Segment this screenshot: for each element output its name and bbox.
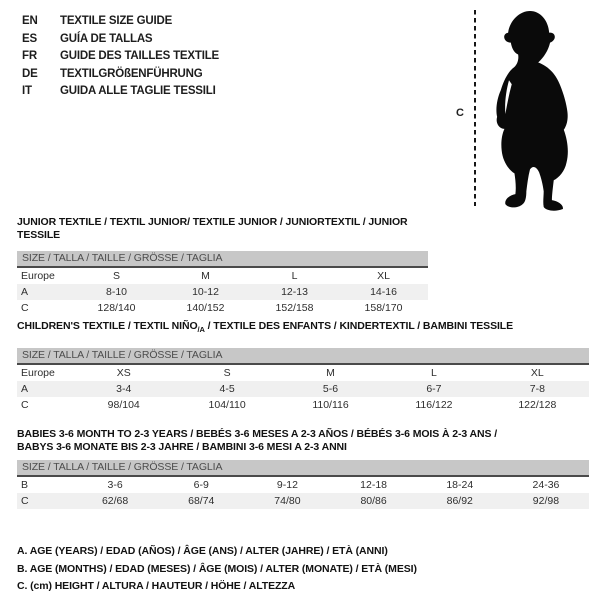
lang-code: DE: [22, 67, 38, 80]
age-cell: 8-10: [105, 286, 127, 298]
size-cell: M: [326, 367, 335, 380]
age-cell: 3-6: [107, 479, 123, 491]
size-cell: XL: [530, 367, 544, 380]
height-measure-label: C: [456, 107, 464, 119]
size-cell: XS: [116, 367, 131, 380]
height-cell: 68/74: [188, 495, 215, 507]
lang-code: EN: [22, 15, 38, 27]
junior-table-title: JUNIOR TEXTILE / TEXTIL JUNIOR/ TEXTILE JUNIOR / JUNIORTEXTIL / JUNIOR TESSILE: [17, 216, 408, 241]
age-cell: 6-7: [426, 383, 442, 396]
size-header-bar: SIZE / TALLA / TAILLE / GRÖSSE / TAGLIA: [17, 251, 428, 268]
children-size-table: [17, 320, 589, 413]
size-cell: M: [201, 270, 210, 282]
height-cell: 158/170: [364, 302, 403, 314]
height-measure-dashed-line: [474, 10, 476, 206]
age-cell: 4-5: [219, 383, 235, 396]
title-part: CHILDREN'S TEXTILE / TEXTIL NIÑO: [17, 320, 198, 332]
age-cell: 6-9: [193, 479, 209, 491]
table-row-europe: [17, 268, 428, 284]
size-cell: S: [112, 270, 120, 282]
size-cell: S: [223, 367, 231, 380]
row-label: C: [21, 302, 29, 314]
height-cell: 140/152: [186, 302, 225, 314]
height-cell: 104/110: [208, 399, 246, 412]
age-cell: 10-12: [192, 286, 219, 298]
age-cell: 12-13: [281, 286, 308, 298]
table-row-age-months: [17, 477, 589, 493]
size-cell: L: [431, 367, 437, 380]
lang-code: ES: [22, 32, 37, 45]
age-cell: 9-12: [276, 479, 298, 491]
table-row-europe: [17, 365, 589, 381]
lang-row-en: [22, 13, 219, 31]
note-age-years: A. AGE (YEARS) / EDAD (AÑOS) / ÂGE (ANS) / ALTER (JAHRE) / ETÀ (ANNI): [17, 545, 388, 557]
table-row-height: [17, 493, 589, 509]
lang-row-fr: [22, 48, 219, 66]
lang-code: IT: [22, 85, 32, 98]
lang-row-es: [22, 31, 219, 49]
size-cell: L: [291, 270, 298, 282]
title-line-2: BABYS 3-6 MONATE BIS 2-3 JAHRE / BAMBINI 3-6 MESI A 2-3 ANNI: [17, 441, 347, 453]
lang-code: FR: [22, 50, 37, 63]
row-label: C: [21, 495, 29, 507]
note-height-cm: C. (cm) HEIGHT / ALTURA / HAUTEUR / HÖHE / ALTEZZA: [17, 580, 296, 593]
height-cell: 116/122: [415, 399, 453, 412]
table-row-height: [17, 397, 589, 413]
language-title-list: [22, 13, 219, 101]
age-cell: 3-4: [116, 383, 132, 396]
title-part: / TEXTILE DES ENFANTS / KINDERTEXTIL / BAMBINI TESSILE: [204, 320, 514, 332]
lang-title: GUIDA ALLE TAGLIE TESSILI: [60, 85, 216, 98]
row-label: B: [21, 479, 29, 491]
row-label: Europe: [21, 367, 55, 380]
height-cell: 92/98: [532, 495, 560, 507]
height-cell: 80/86: [360, 495, 387, 507]
age-cell: 18-24: [446, 479, 474, 491]
age-cell: 24-36: [532, 479, 560, 491]
height-cell: 86/92: [446, 495, 473, 507]
lang-title: TEXTILE SIZE GUIDE: [60, 15, 173, 27]
title-line-1: BABIES 3-6 MONTH TO 2-3 YEARS / BEBÉS 3-6 MESES A 2-3 AÑOS / BÉBÉS 3-6 MOIS À 2-3 ANS /: [17, 428, 498, 440]
lang-row-it: [22, 83, 219, 101]
table-row-age: [17, 284, 428, 300]
age-cell: 14-16: [370, 286, 397, 298]
row-label: A: [21, 286, 29, 298]
height-cell: 98/104: [107, 399, 140, 412]
babies-size-table: [17, 428, 589, 509]
age-cell: 5-6: [322, 383, 339, 396]
row-label: Europe: [21, 270, 55, 282]
lang-row-de: [22, 66, 219, 84]
lang-title: GUIDE DES TAILLES TEXTILE: [60, 50, 219, 63]
age-cell: 12-18: [360, 479, 388, 491]
babies-table-title: [17, 428, 589, 454]
children-table-title: [17, 320, 589, 336]
height-cell: 128/140: [97, 302, 136, 314]
height-cell: 62/68: [101, 495, 129, 507]
height-cell: 152/158: [275, 302, 314, 314]
table-row-height: [17, 300, 428, 316]
note-age-months: B. AGE (MONTHS) / EDAD (MESES) / ÂGE (MOIS) / ALTER (MONATE) / ETÀ (MESI): [17, 562, 417, 575]
height-cell: 110/116: [312, 399, 349, 412]
row-label: C: [21, 399, 29, 412]
legend-notes: [17, 543, 417, 596]
lang-title: GUÍA DE TALLAS: [60, 32, 153, 45]
table-row-age: [17, 381, 589, 397]
baby-silhouette-icon: [488, 9, 572, 211]
lang-title: TEXTILGRÖßENFÜHRUNG: [60, 67, 203, 80]
row-label: A: [21, 383, 29, 396]
age-cell: 7-8: [529, 383, 545, 396]
size-header-bar: SIZE / TALLA / TAILLE / GRÖSSE / TAGLIA: [17, 460, 589, 477]
height-cell: 74/80: [274, 495, 301, 507]
height-cell: 122/128: [518, 399, 557, 412]
size-cell: XL: [377, 270, 390, 282]
size-header-bar: SIZE / TALLA / TAILLE / GRÖSSE / TAGLIA: [17, 348, 589, 365]
junior-size-table: [17, 216, 428, 316]
title-subscript: /A: [197, 325, 205, 335]
